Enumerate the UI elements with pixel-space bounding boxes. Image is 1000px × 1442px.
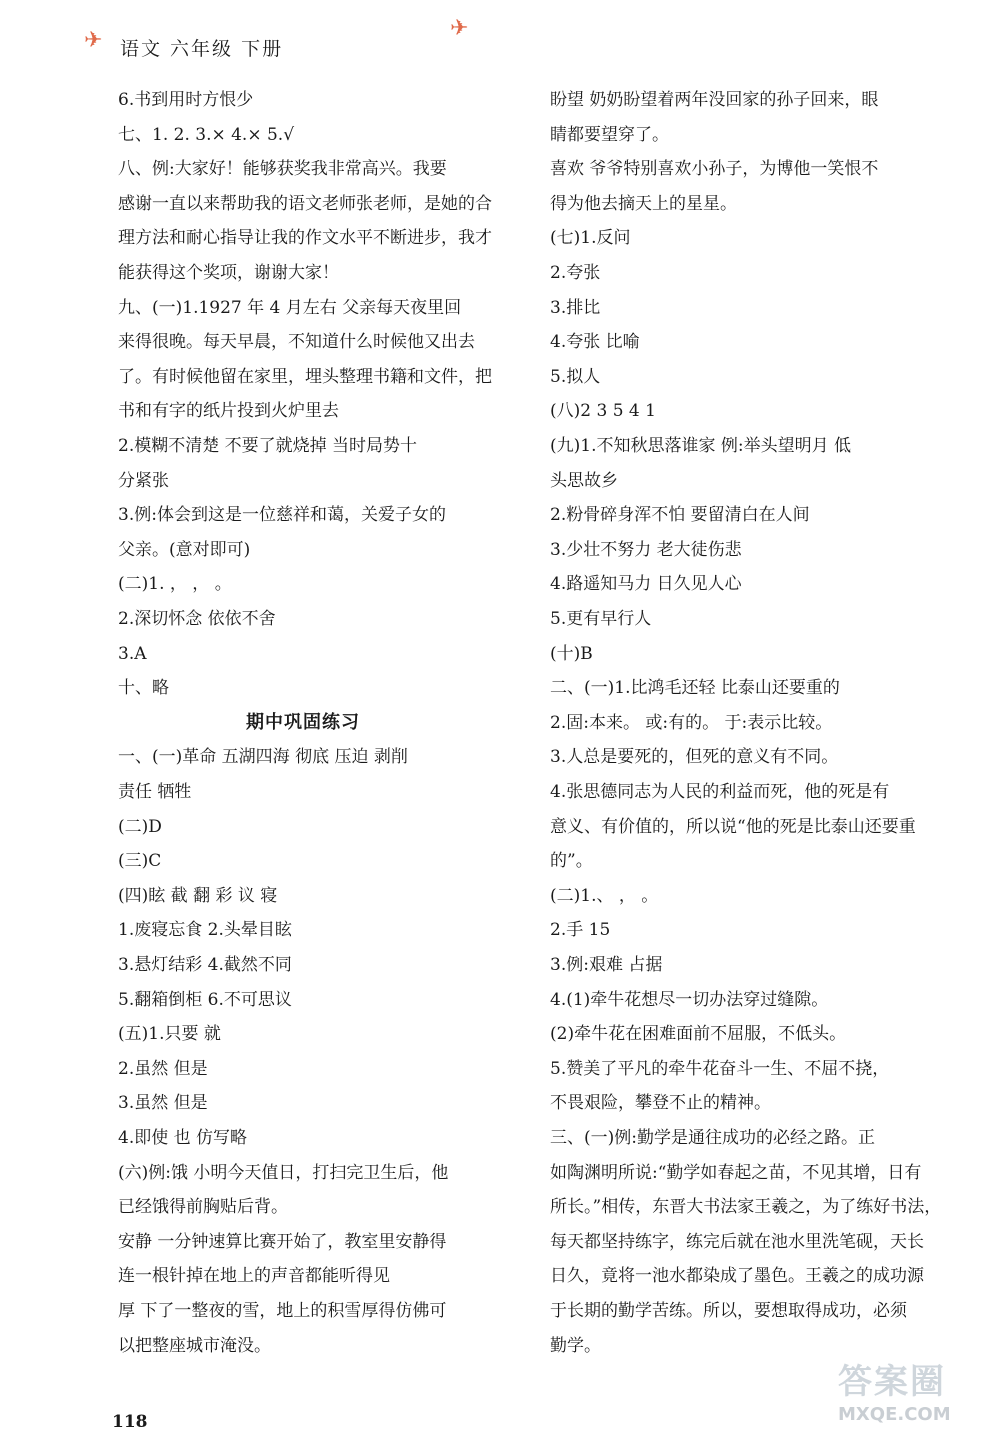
text-line: 日久，竟将一池水都染成了墨色。王羲之的成功源 (550, 1266, 924, 1287)
text-line: (四)眩 截 翻 彩 议 寝 (118, 885, 278, 906)
text-line: 七、1. 2. 3.× 4.× 5.√ (118, 124, 295, 145)
text-line: 4.张思德同志为人民的利益而死，他的死是有 (550, 782, 890, 802)
text-line: 九、(一)1.1927 年 4 月左右 父亲每天夜里回 (118, 297, 462, 318)
text-line: 的”。 (550, 851, 593, 872)
text-line: 5.翻箱倒柜 6.不可思议 (118, 989, 292, 1010)
page-number: 118 (112, 1412, 148, 1432)
text-line: 书和有字的纸片投到火炉里去 (118, 401, 339, 422)
text-line: 如陶渊明所说:“勤学如春起之苗，不见其增，日有 (550, 1162, 922, 1183)
text-line: 5.更有早行人 (550, 609, 652, 629)
text-line: 5.赞美了平凡的牵牛花奋斗一生、不屈不挠， (550, 1058, 890, 1079)
text-line: 理方法和耐心指导让我的作文水平不断进步，我才 (118, 228, 492, 249)
text-line: 八、例:大家好！能够获奖我非常高兴。我要 (118, 159, 447, 180)
text-line: (2)牵牛花在困难面前不屈服，不低头。 (550, 1024, 847, 1045)
text-line: 厚 下了一整夜的雪，地上的积雪厚得仿佛可 (118, 1301, 447, 1321)
text-line: 不畏艰险，攀登不止的精神。 (550, 1093, 771, 1114)
text-line: 3.例:体会到这是一位慈祥和蔼，关爱子女的 (118, 505, 446, 526)
text-line: 感谢一直以来帮助我的语文老师张老师，是她的合 (118, 193, 492, 214)
text-line: 每天都坚持练字，练完后就在池水里洗笔砚，天长 (550, 1231, 924, 1252)
bird-icon: ✈ (84, 28, 103, 53)
book-title: 语文 六年级 下册 (120, 38, 284, 60)
text-line: 安静 一分钟速算比赛开始了，教室里安静得 (118, 1231, 447, 1252)
text-line: 能获得这个奖项，谢谢大家！ (118, 263, 339, 283)
text-line: (二)1.、 ， 。 (550, 885, 659, 906)
text-line: 意义、有价值的，所以说“他的死是比泰山还要重 (550, 816, 916, 837)
text-line: 4.即使 也 仿写略 (118, 1128, 248, 1148)
text-line: 头思故乡 (550, 470, 618, 491)
text-line: 来得很晚。每天早晨，不知道什么时候他又出去 (118, 332, 475, 353)
text-line: 2.模糊不清楚 不要了就烧掉 当时局势十 (118, 436, 418, 456)
text-line: 4.路遥知马力 日久见人心 (550, 574, 742, 595)
text-line: 3.例:艰难 占据 (550, 955, 663, 975)
text-line: 3.人总是要死的，但死的意义有不同。 (550, 747, 839, 768)
text-line: 3.少壮不努力 老大徒伤悲 (550, 539, 742, 560)
text-line: 3.排比 (550, 297, 601, 318)
text-line: (六)例:饿 小明今天值日，打扫完卫生后，他 (118, 1162, 449, 1183)
text-line: (三)C (118, 851, 162, 872)
text-line: 4.夸张 比喻 (550, 332, 640, 353)
text-line: 责任 牺牲 (118, 782, 192, 802)
text-line: (二)1. ， ， 。 (118, 574, 232, 595)
text-line: (七)1.反问 (550, 228, 631, 249)
text-line: 6.书到用时方恨少 (118, 90, 254, 110)
text-line: 分紧张 (118, 470, 169, 491)
text-line: 睛都要望穿了。 (550, 124, 669, 145)
text-line: 三、(一)例:勤学是通往成功的必经之路。正 (550, 1128, 875, 1148)
text-line: 2.粉骨碎身浑不怕 要留清白在人间 (550, 505, 810, 526)
text-line: (八)2 3 5 4 1 (550, 401, 656, 422)
text-line: 4.(1)牵牛花想尽一切办法穿过缝隙。 (550, 989, 829, 1010)
text-line: 勤学。 (550, 1335, 601, 1356)
text-line: 3.虽然 但是 (118, 1093, 208, 1114)
text-line: 2.手 15 (550, 920, 611, 941)
watermark-label: 答案圈 (838, 1362, 946, 1402)
text-line: 3.悬灯结彩 4.截然不同 (118, 955, 292, 975)
text-line: 已经饿得前胸贴后背。 (118, 1197, 288, 1218)
text-line: 盼望 奶奶盼望着两年没回家的孙子回来，眼 (550, 90, 879, 110)
text-line: 2.虽然 但是 (118, 1058, 208, 1079)
text-line: 十、略 (118, 678, 169, 699)
text-line: 得为他去摘天上的星星。 (550, 193, 737, 214)
text-line: 了。有时候他留在家里，埋头整理书籍和文件，把 (118, 366, 492, 387)
text-line: 2.夸张 (550, 263, 601, 283)
text-line: 父亲。(意对即可) (118, 539, 251, 560)
text-line: 一、(一)革命 五湖四海 彻底 压迫 剥削 (118, 747, 408, 768)
text-line: 5.拟人 (550, 366, 601, 387)
text-line: 3.A (118, 643, 147, 664)
text-line: (九)1.不知秋思落谁家 例:举头望明月 低 (550, 436, 852, 456)
text-line: 喜欢 爷爷特别喜欢小孙子，为博他一笑恨不 (550, 159, 879, 180)
text-line: (十)B (550, 643, 593, 664)
text-line: 1.废寝忘食 2.头晕目眩 (118, 920, 292, 941)
text-line: 以把整座城市淹没。 (118, 1335, 271, 1356)
text-line: 连一根针掉在地上的声音都能听得见 (118, 1266, 390, 1287)
section-heading: 期中巩固练习 (246, 711, 360, 733)
text-line: 2.固:本来。 或:有的。 于:表示比较。 (550, 712, 833, 733)
text-line: 于长期的勤学苦练。所以，要想取得成功，必须 (550, 1301, 907, 1321)
watermark-url: MXQE.COM (838, 1404, 951, 1425)
text-line: (二)D (118, 816, 162, 837)
text-line: 2.深切怀念 依依不舍 (118, 609, 276, 629)
watermark-logo (838, 1354, 990, 1434)
text-line: 二、(一)1.比鸿毛还轻 比泰山还要重的 (550, 678, 840, 699)
text-line: 所长。”相传，东晋大书法家王羲之，为了练好书法， (550, 1197, 942, 1218)
bird-icon: ✈ (450, 16, 469, 41)
text-line: (五)1.只要 就 (118, 1024, 221, 1045)
